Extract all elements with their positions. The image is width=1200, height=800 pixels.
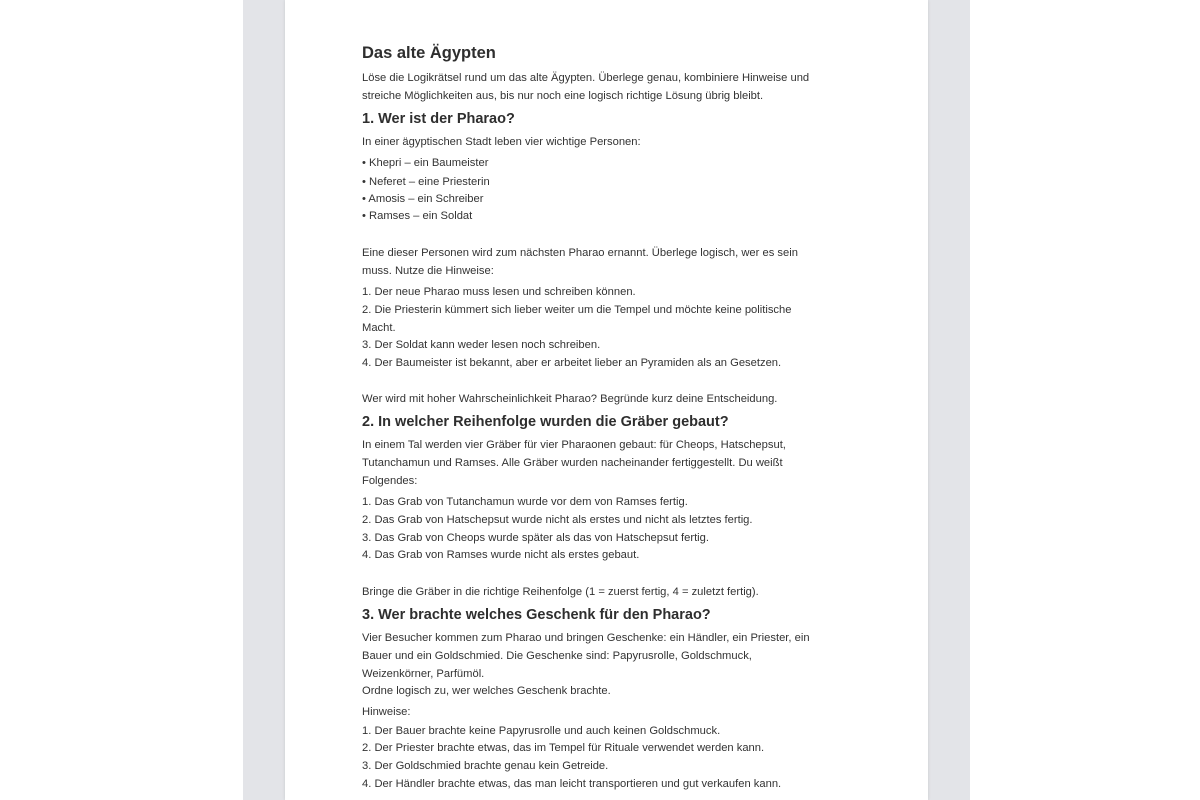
- section-2-lead: In einem Tal werden vier Gräber für vier Pharaonen gebaut: für Cheops, Hatschepsut,: [362, 439, 786, 451]
- section-3-lead: Vier Besucher kommen zum Pharao und bringen Geschenke: ein Händler, ein Priester, ein: [362, 632, 810, 644]
- person-item: • Amosis – ein Schreiber: [362, 193, 484, 205]
- hint-item: Macht.: [362, 322, 396, 334]
- section-2-question: Bringe die Gräber in die richtige Reihenfolge (1 = zuerst fertig, 4 = zuletzt fertig).: [362, 586, 759, 598]
- document-page: [285, 0, 928, 800]
- hint-item: 3. Der Soldat kann weder lesen noch schreiben.: [362, 339, 601, 351]
- person-item: • Khepri – ein Baumeister: [362, 157, 489, 169]
- section-1-question: Wer wird mit hoher Wahrscheinlichkeit Pharao? Begründe kurz deine Entscheidung.: [362, 393, 778, 405]
- hint-item: 4. Der Händler brachte etwas, das man leicht transportieren und gut verkaufen kann.: [362, 778, 782, 790]
- section-1-heading: 1. Wer ist der Pharao?: [362, 111, 515, 127]
- section-3-lead: Bauer und ein Goldschmied. Die Geschenke sind: Papyrusrolle, Goldschmuck,: [362, 650, 752, 662]
- section-2-heading: 2. In welcher Reihenfolge wurden die Gräber gebaut?: [362, 414, 729, 430]
- hint-item: 4. Der Baumeister ist bekannt, aber er arbeitet lieber an Pyramiden als an Gesetzen.: [362, 357, 782, 369]
- intro-line: Löse die Logikrätsel rund um das alte Ägypten. Überlege genau, kombiniere Hinweise und: [362, 72, 810, 84]
- hint-item: 1. Der neue Pharao muss lesen und schreiben können.: [362, 286, 636, 298]
- section-1-task: Eine dieser Personen wird zum nächsten Pharao ernannt. Überlege logisch, wer es sein: [362, 247, 798, 259]
- document-title: Das alte Ägypten: [362, 44, 496, 62]
- hint-item: 3. Der Goldschmied brachte genau kein Getreide.: [362, 760, 609, 772]
- section-3-lead: Ordne logisch zu, wer welches Geschenk brachte.: [362, 685, 611, 697]
- section-3-heading: 3. Wer brachte welches Geschenk für den Pharao?: [362, 607, 711, 623]
- hint-item: 1. Der Bauer brachte keine Papyrusrolle und auch keinen Goldschmuck.: [362, 725, 721, 737]
- hint-item: 4. Das Grab von Ramses wurde nicht als erstes gebaut.: [362, 549, 640, 561]
- hint-item: 1. Das Grab von Tutanchamun wurde vor dem von Ramses fertig.: [362, 496, 688, 508]
- hint-item: 2. Das Grab von Hatschepsut wurde nicht als erstes und nicht als letztes fertig.: [362, 514, 753, 526]
- hint-item: 2. Die Priesterin kümmert sich lieber weiter um die Tempel und möchte keine politische: [362, 304, 792, 316]
- hints-label: Hinweise:: [362, 706, 411, 718]
- person-item: • Ramses – ein Soldat: [362, 210, 473, 222]
- person-item: • Neferet – eine Priesterin: [362, 176, 490, 188]
- section-1-task: muss. Nutze die Hinweise:: [362, 265, 494, 277]
- section-2-lead: Folgendes:: [362, 475, 418, 487]
- section-1-lead: In einer ägyptischen Stadt leben vier wichtige Personen:: [362, 136, 641, 148]
- section-2-lead: Tutanchamun und Ramses. Alle Gräber wurden nacheinander fertiggestellt. Du weißt: [362, 457, 783, 469]
- section-3-lead: Weizenkörner, Parfümöl.: [362, 668, 485, 680]
- hint-item: 2. Der Priester brachte etwas, das im Tempel für Rituale verwendet werden kann.: [362, 742, 765, 754]
- intro-line: streiche Möglichkeiten aus, bis nur noch eine logisch richtige Lösung übrig bleibt.: [362, 90, 764, 102]
- hint-item: 3. Das Grab von Cheops wurde später als das von Hatschepsut fertig.: [362, 532, 709, 544]
